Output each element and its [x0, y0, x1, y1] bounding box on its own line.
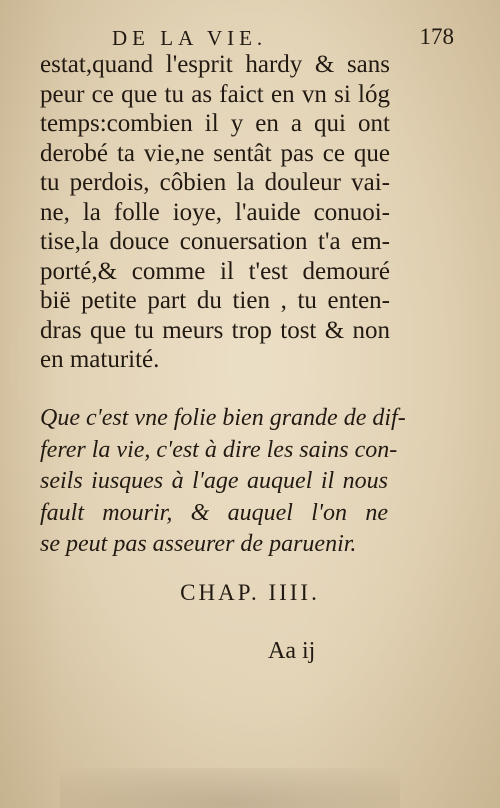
- signature-mark: Aa ij: [268, 638, 316, 664]
- body-line: derobé ta vie,ne sentât pas ce que: [40, 139, 390, 167]
- body-line: dras que tu meurs trop tost & non: [40, 316, 390, 344]
- summary-line: se peut pas asseurer de paruenir.: [40, 531, 357, 557]
- chapter-summary: [40, 403, 406, 561]
- running-head-title: DE LA VIE.: [112, 26, 268, 50]
- body-line: tise,la douce conuersation t'a em-: [40, 228, 390, 255]
- page-shadow: [60, 768, 400, 808]
- summary-line: Que c'est vne folie bien grande de dif-: [40, 405, 406, 431]
- summary-line: fault mourir, & auquel l'on ne: [40, 499, 388, 526]
- body-line: tu perdois, côbien la douleur vai-: [40, 169, 390, 196]
- body-line: estat,quand l'esprit hardy & sans: [40, 51, 390, 78]
- body-line: peur ce que tu as faict en vn si lóg: [40, 80, 390, 108]
- summary-line: seils iusques à l'age auquel il nous: [40, 468, 388, 494]
- body-paragraph: [40, 50, 390, 375]
- body-line: bië petite part du tien , tu enten-: [40, 287, 390, 314]
- body-line: temps:combien il y en a qui ont: [40, 110, 390, 137]
- summary-line: ferer la vie, c'est à dire les sains con-: [40, 436, 398, 463]
- page-number: 178: [419, 24, 454, 49]
- chapter-heading: CHAP. IIII.: [180, 580, 320, 605]
- body-line: ne, la folle ioye, l'auide conuoi-: [40, 198, 390, 226]
- body-line: en maturité.: [40, 346, 160, 373]
- body-line: porté,& comme il t'est demouré: [40, 257, 390, 285]
